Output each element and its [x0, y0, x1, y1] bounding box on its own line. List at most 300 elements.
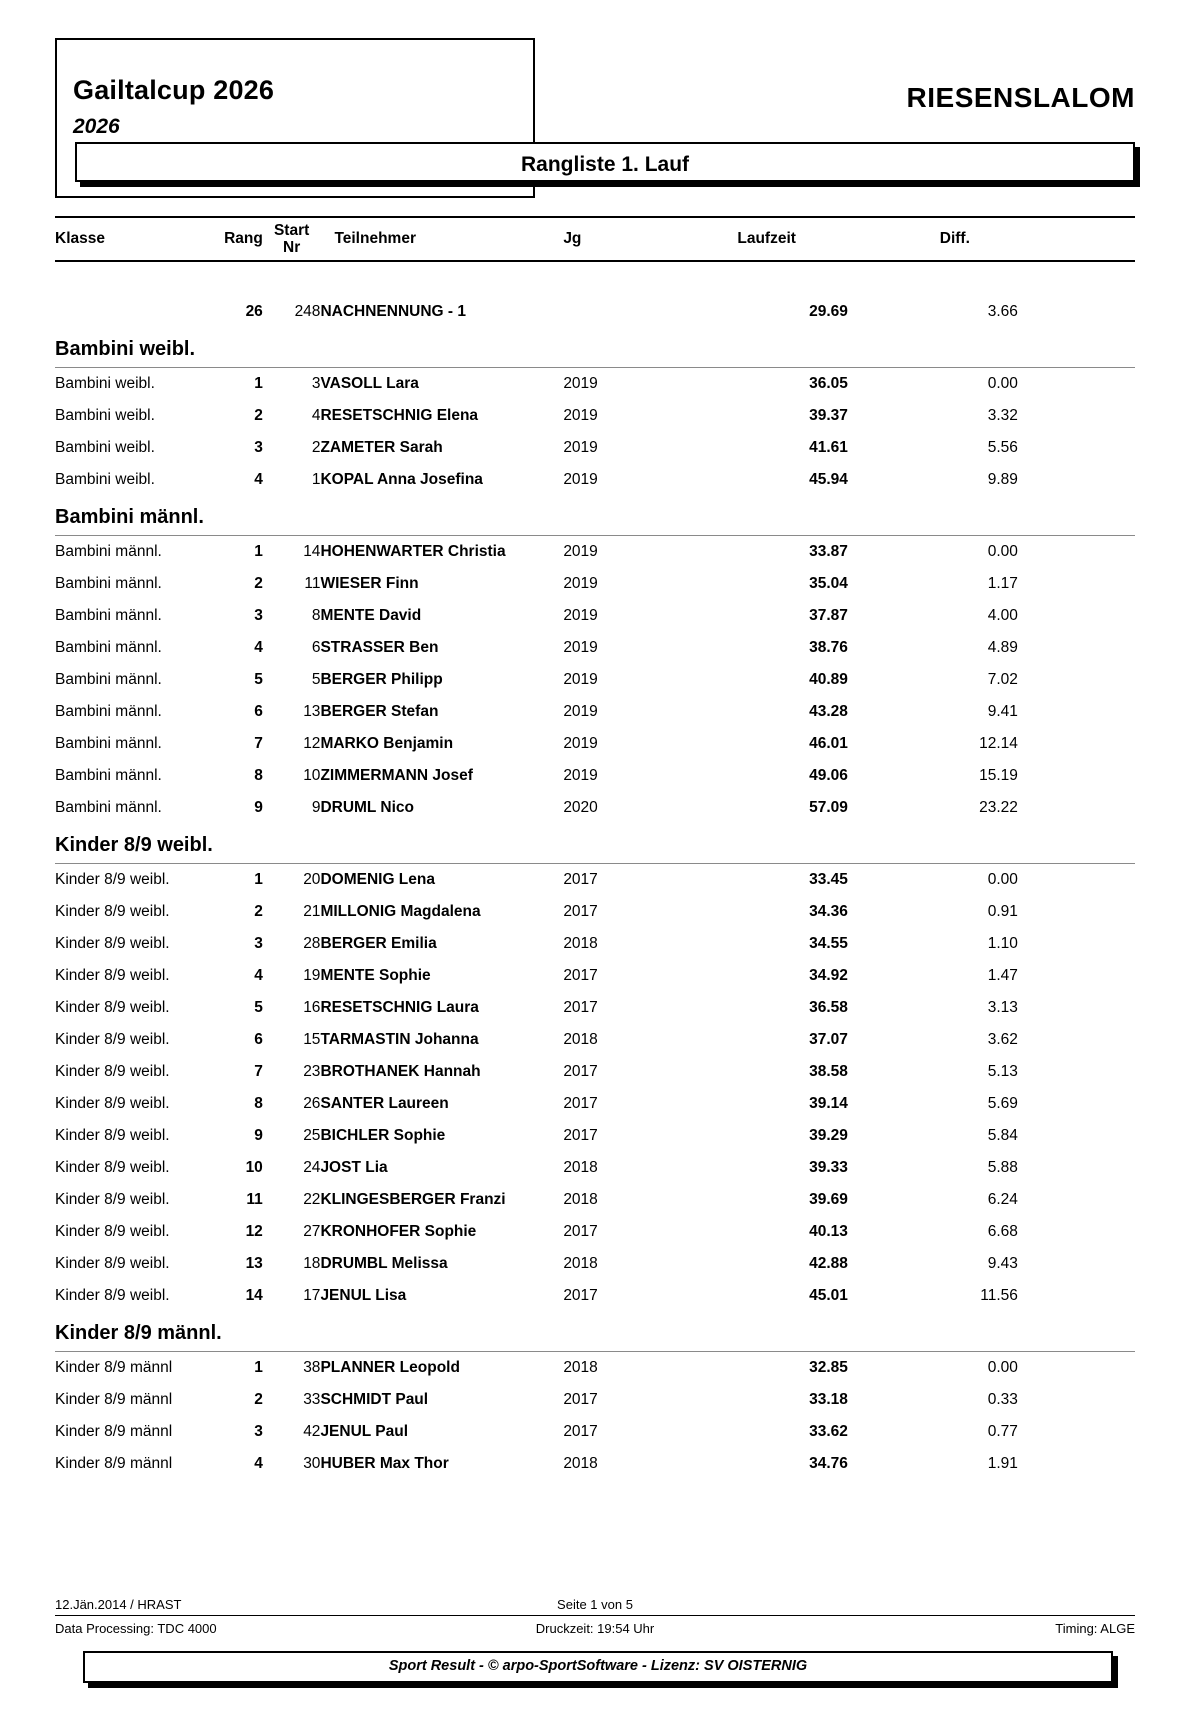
- cell-startnr: 21: [303, 903, 321, 920]
- cell-jg: 2017: [563, 1287, 598, 1304]
- cell-rang: 26: [245, 303, 263, 320]
- cell-teilnehmer: BERGER Emilia: [320, 935, 437, 952]
- group-header-row: [55, 1312, 1135, 1352]
- cell-rang: 7: [254, 735, 263, 752]
- table-head: [55, 217, 1135, 262]
- cell-diff: 6.68: [987, 1223, 1018, 1240]
- cell-rang: 1: [254, 1359, 263, 1376]
- table-row: [55, 992, 1135, 1024]
- top-spacer-row: [55, 262, 1135, 296]
- cell-laufzeit: 45.94: [809, 471, 848, 488]
- cell-teilnehmer: MARKO Benjamin: [320, 735, 454, 752]
- cell-laufzeit: 39.29: [809, 1127, 848, 1144]
- cell-teilnehmer: PLANNER Leopold: [320, 1359, 460, 1376]
- cell-jg: 2017: [563, 1423, 598, 1440]
- cell-jg: 2018: [563, 935, 598, 952]
- cell-spacer: [1018, 1352, 1135, 1384]
- cell-teilnehmer: JENUL Lisa: [320, 1287, 407, 1304]
- cell-laufzeit: 43.28: [809, 703, 848, 720]
- cell-diff: 9.43: [987, 1255, 1018, 1272]
- cell-laufzeit: 32.85: [809, 1359, 848, 1376]
- cell-jg: 2019: [563, 735, 598, 752]
- cell-klasse: Kinder 8/9 weibl.: [55, 999, 170, 1016]
- cell-rang: 1: [254, 871, 263, 888]
- cell-rang: 2: [254, 1391, 263, 1408]
- cell-spacer: [1018, 792, 1135, 824]
- cell-laufzeit: 36.05: [809, 375, 848, 392]
- cell-rang: 3: [254, 439, 263, 456]
- cell-rang: 3: [254, 1423, 263, 1440]
- table-row: [55, 296, 1135, 328]
- cell-startnr: 3: [311, 375, 321, 392]
- event-title: Gailtalcup 2026: [73, 75, 275, 105]
- table-body: [55, 262, 1135, 1480]
- cell-laufzeit: 33.62: [809, 1423, 848, 1440]
- cell-startnr: 8: [311, 607, 321, 624]
- cell-diff: 0.33: [987, 1391, 1018, 1408]
- cell-rang: 14: [245, 1287, 263, 1304]
- th-laufzeit: Laufzeit: [737, 230, 796, 247]
- table-row: [55, 1384, 1135, 1416]
- table-row: [55, 632, 1135, 664]
- table-row: [55, 864, 1135, 896]
- results-table-container: [55, 216, 1135, 1480]
- cell-jg: 2017: [563, 1223, 598, 1240]
- cell-teilnehmer: KLINGESBERGER Franzi: [320, 1191, 506, 1208]
- group-header-row: [55, 328, 1135, 368]
- cell-startnr: 16: [303, 999, 321, 1016]
- cell-spacer: [1018, 1280, 1135, 1312]
- cell-klasse: Kinder 8/9 weibl.: [55, 1255, 170, 1272]
- cell-teilnehmer: KRONHOFER Sophie: [320, 1223, 477, 1240]
- cell-klasse: Bambini weibl.: [55, 471, 155, 488]
- cell-laufzeit: 38.76: [809, 639, 848, 656]
- software-banner-label: Sport Result - © arpo-SportSoftware - Lizenz: SV OISTERNIG: [388, 1658, 808, 1674]
- cell-laufzeit: 41.61: [809, 439, 848, 456]
- cell-spacer: [1018, 664, 1135, 696]
- cell-klasse: Kinder 8/9 weibl.: [55, 1159, 170, 1176]
- cell-jg: 2019: [563, 671, 598, 688]
- cell-jg: 2018: [563, 1455, 598, 1472]
- cell-startnr: 14: [303, 543, 321, 560]
- cell-teilnehmer: WIESER Finn: [320, 575, 419, 592]
- cell-rang: 7: [254, 1063, 263, 1080]
- cell-diff: 3.32: [987, 407, 1018, 424]
- cell-laufzeit: 29.69: [809, 303, 848, 320]
- cell-rang: 9: [254, 799, 263, 816]
- cell-laufzeit: 34.55: [809, 935, 848, 952]
- table-row: [55, 1024, 1135, 1056]
- footer-data-processing: Data Processing: TDC 4000: [55, 1621, 217, 1636]
- cell-teilnehmer: SCHMIDT Paul: [320, 1391, 429, 1408]
- cell-startnr: 23: [303, 1063, 321, 1080]
- cell-rang: 10: [245, 1159, 263, 1176]
- cell-startnr: 18: [303, 1255, 321, 1272]
- cell-klasse: Bambini männl.: [55, 735, 162, 752]
- cell-klasse: Bambini weibl.: [55, 407, 155, 424]
- cell-diff: 3.66: [987, 303, 1018, 320]
- event-subtitle: 2026: [73, 115, 120, 138]
- cell-rang: 1: [254, 543, 263, 560]
- cell-klasse: Bambini männl.: [55, 703, 162, 720]
- cell-klasse: Bambini männl.: [55, 639, 162, 656]
- cell-teilnehmer: HOHENWARTER Christia: [320, 543, 506, 560]
- th-startnr-line1: Start: [273, 221, 310, 239]
- table-row: [55, 1120, 1135, 1152]
- cell-spacer: [1018, 432, 1135, 464]
- table-row: [55, 664, 1135, 696]
- cell-laufzeit: 40.13: [809, 1223, 848, 1240]
- cell-jg: 2018: [563, 1031, 598, 1048]
- run-banner: [75, 142, 1135, 182]
- cell-jg: 2017: [563, 1391, 598, 1408]
- cell-diff: 1.91: [987, 1455, 1018, 1472]
- cell-startnr: 6: [311, 639, 321, 656]
- cell-jg: 2019: [563, 471, 598, 488]
- cell-rang: 6: [254, 1031, 263, 1048]
- cell-teilnehmer: KOPAL Anna Josefina: [320, 471, 483, 488]
- header-row: [55, 218, 1135, 261]
- cell-diff: 0.77: [987, 1423, 1018, 1440]
- cell-teilnehmer: MILLONIG Magdalena: [320, 903, 481, 920]
- th-klasse: Klasse: [55, 230, 105, 247]
- cell-laufzeit: 57.09: [809, 799, 848, 816]
- results-table: [55, 216, 1135, 1480]
- cell-klasse: Kinder 8/9 weibl.: [55, 1095, 170, 1112]
- cell-klasse: Kinder 8/9 weibl.: [55, 903, 170, 920]
- cell-jg: [563, 296, 661, 328]
- table-row: [55, 1184, 1135, 1216]
- cell-diff: 5.84: [987, 1127, 1018, 1144]
- table-row: [55, 464, 1135, 496]
- cell-spacer: [1018, 1152, 1135, 1184]
- cell-jg: 2019: [563, 607, 598, 624]
- cell-jg: 2020: [563, 799, 598, 816]
- table-row: [55, 896, 1135, 928]
- footer-print-time: Druckzeit: 19:54 Uhr: [535, 1621, 655, 1636]
- cell-spacer: [1018, 760, 1135, 792]
- footer-page-info: Seite 1 von 5: [557, 1597, 633, 1612]
- cell-jg: 2019: [563, 639, 598, 656]
- cell-diff: 6.24: [987, 1191, 1018, 1208]
- table-row: [55, 728, 1135, 760]
- cell-klasse: Bambini männl.: [55, 767, 162, 784]
- cell-klasse: Bambini männl.: [55, 607, 162, 624]
- cell-startnr: 10: [303, 767, 321, 784]
- cell-jg: 2019: [563, 375, 598, 392]
- cell-startnr: 42: [303, 1423, 321, 1440]
- cell-klasse: Bambini männl.: [55, 575, 162, 592]
- cell-laufzeit: 33.18: [809, 1391, 848, 1408]
- group-title-cell: [55, 824, 1135, 864]
- cell-rang: 4: [254, 967, 263, 984]
- footer-date-operator: 12.Jän.2014 / HRAST: [55, 1597, 182, 1612]
- th-rang: Rang: [224, 230, 263, 247]
- cell-laufzeit: 42.88: [809, 1255, 848, 1272]
- cell-teilnehmer: STRASSER Ben: [320, 639, 439, 656]
- table-row: [55, 1352, 1135, 1384]
- cell-klasse: Bambini weibl.: [55, 439, 155, 456]
- table-row: [55, 1056, 1135, 1088]
- cell-startnr: 38: [303, 1359, 321, 1376]
- cell-startnr: 1: [311, 471, 321, 488]
- table-row: [55, 1216, 1135, 1248]
- cell-rang: 13: [245, 1255, 263, 1272]
- cell-jg: 2017: [563, 1127, 598, 1144]
- cell-spacer: [1018, 1448, 1135, 1480]
- cell-startnr: 28: [303, 935, 321, 952]
- cell-spacer: [1018, 1248, 1135, 1280]
- cell-laufzeit: 34.92: [809, 967, 848, 984]
- cell-startnr: 24: [303, 1159, 321, 1176]
- cell-spacer: [1018, 368, 1135, 400]
- cell-laufzeit: 39.37: [809, 407, 848, 424]
- cell-diff: 0.00: [987, 543, 1018, 560]
- table-row: [55, 1088, 1135, 1120]
- cell-teilnehmer: NACHNENNUNG - 1: [320, 303, 466, 320]
- table-row: [55, 568, 1135, 600]
- cell-laufzeit: 40.89: [809, 671, 848, 688]
- cell-rang: 8: [254, 767, 263, 784]
- cell-klasse: Kinder 8/9 männl: [55, 1455, 173, 1472]
- cell-laufzeit: 45.01: [809, 1287, 848, 1304]
- cell-startnr: 22: [303, 1191, 321, 1208]
- cell-spacer: [1018, 1056, 1135, 1088]
- cell-klasse: Kinder 8/9 männl: [55, 1359, 173, 1376]
- cell-diff: 0.00: [987, 375, 1018, 392]
- cell-diff: 9.89: [987, 471, 1018, 488]
- cell-teilnehmer: TARMASTIN Johanna: [320, 1031, 479, 1048]
- group-title: Kinder 8/9 männl.: [55, 1322, 222, 1344]
- cell-rang: 4: [254, 639, 263, 656]
- cell-teilnehmer: BICHLER Sophie: [320, 1127, 446, 1144]
- cell-teilnehmer: BROTHANEK Hannah: [320, 1063, 481, 1080]
- page-header: [55, 38, 1135, 198]
- footer-line-two: [55, 1615, 1135, 1641]
- cell-spacer: [1018, 1120, 1135, 1152]
- cell-rang: 2: [254, 903, 263, 920]
- table-row: [55, 1280, 1135, 1312]
- cell-laufzeit: 34.76: [809, 1455, 848, 1472]
- cell-rang: 1: [254, 375, 263, 392]
- cell-jg: 2017: [563, 999, 598, 1016]
- cell-klasse: Kinder 8/9 männl: [55, 1391, 173, 1408]
- table-row: [55, 400, 1135, 432]
- th-teilnehmer: Teilnehmer: [334, 230, 416, 247]
- cell-laufzeit: 39.33: [809, 1159, 848, 1176]
- cell-rang: 8: [254, 1095, 263, 1112]
- cell-klasse: Bambini männl.: [55, 671, 162, 688]
- cell-teilnehmer: BERGER Stefan: [320, 703, 439, 720]
- cell-klasse: Kinder 8/9 weibl.: [55, 1287, 170, 1304]
- run-banner-label: Rangliste 1. Lauf: [520, 153, 690, 176]
- cell-jg: 2018: [563, 1359, 598, 1376]
- th-spacer: [1018, 218, 1135, 261]
- cell-rang: 4: [254, 1455, 263, 1472]
- cell-jg: 2019: [563, 575, 598, 592]
- cell-klasse: Kinder 8/9 männl: [55, 1423, 173, 1440]
- cell-spacer: [1018, 960, 1135, 992]
- cell-teilnehmer: DRUMBL Melissa: [320, 1255, 448, 1272]
- cell-teilnehmer: ZAMETER Sarah: [320, 439, 443, 456]
- cell-spacer: [1018, 696, 1135, 728]
- cell-teilnehmer: DRUML Nico: [320, 799, 415, 816]
- cell-diff: 0.91: [987, 903, 1018, 920]
- cell-diff: 23.22: [979, 799, 1018, 816]
- cell-diff: 5.13: [987, 1063, 1018, 1080]
- cell-startnr: 5: [311, 671, 321, 688]
- cell-diff: 4.89: [987, 639, 1018, 656]
- cell-spacer: [1018, 1088, 1135, 1120]
- cell-rang: 9: [254, 1127, 263, 1144]
- group-title-cell: [55, 328, 1135, 368]
- cell-teilnehmer: JENUL Paul: [320, 1423, 409, 1440]
- cell-startnr: 20: [303, 871, 321, 888]
- table-row: [55, 960, 1135, 992]
- table-row: [55, 432, 1135, 464]
- cell-laufzeit: 39.69: [809, 1191, 848, 1208]
- cell-startnr: 25: [303, 1127, 321, 1144]
- cell-spacer: [1018, 400, 1135, 432]
- cell-spacer: [1018, 896, 1135, 928]
- cell-diff: 1.17: [987, 575, 1018, 592]
- cell-spacer: [1018, 464, 1135, 496]
- cell-rang: 12: [245, 1223, 263, 1240]
- cell-klasse: Kinder 8/9 weibl.: [55, 871, 170, 888]
- cell-teilnehmer: JOST Lia: [320, 1159, 388, 1176]
- cell-spacer: [1018, 728, 1135, 760]
- cell-diff: 0.00: [987, 871, 1018, 888]
- cell-rang: 5: [254, 999, 263, 1016]
- table-row: [55, 600, 1135, 632]
- cell-jg: 2019: [563, 767, 598, 784]
- table-row: [55, 792, 1135, 824]
- cell-diff: 11.56: [980, 1287, 1018, 1304]
- group-header-row: [55, 496, 1135, 536]
- cell-diff: 5.56: [987, 439, 1018, 456]
- table-row: [55, 760, 1135, 792]
- cell-jg: 2019: [563, 439, 598, 456]
- cell-startnr: 248: [294, 303, 321, 320]
- group-title: Kinder 8/9 weibl.: [55, 834, 213, 856]
- cell-diff: 3.13: [987, 999, 1018, 1016]
- footer-line-one: [55, 1595, 1135, 1615]
- cell-rang: 2: [254, 407, 263, 424]
- cell-jg: 2018: [563, 1191, 598, 1208]
- discipline-title: RIESENSLALOM: [906, 82, 1135, 113]
- cell-spacer: [1018, 568, 1135, 600]
- table-row: [55, 536, 1135, 568]
- cell-spacer: [1018, 1384, 1135, 1416]
- cell-teilnehmer: DOMENIG Lena: [320, 871, 435, 888]
- cell-rang: 3: [254, 607, 263, 624]
- cell-startnr: 15: [303, 1031, 321, 1048]
- cell-diff: 7.02: [987, 671, 1018, 688]
- cell-laufzeit: 37.07: [809, 1031, 848, 1048]
- table-row: [55, 696, 1135, 728]
- cell-jg: 2018: [563, 1159, 598, 1176]
- cell-startnr: 9: [311, 799, 321, 816]
- cell-startnr: 26: [303, 1095, 321, 1112]
- cell-klasse: Kinder 8/9 weibl.: [55, 1031, 170, 1048]
- cell-klasse: Bambini männl.: [55, 799, 162, 816]
- footer-timing: Timing: ALGE: [1055, 1621, 1135, 1636]
- cell-teilnehmer: RESETSCHNIG Laura: [320, 999, 479, 1016]
- cell-startnr: 27: [303, 1223, 321, 1240]
- cell-rang: 11: [246, 1191, 263, 1208]
- cell-jg: 2017: [563, 967, 598, 984]
- table-row: [55, 928, 1135, 960]
- cell-rang: 3: [254, 935, 263, 952]
- group-title: Bambini männl.: [55, 506, 204, 528]
- table-row: [55, 1416, 1135, 1448]
- table-row: [55, 368, 1135, 400]
- cell-startnr: 2: [311, 439, 321, 456]
- cell-spacer: [1018, 864, 1135, 896]
- cell-startnr: 13: [303, 703, 321, 720]
- cell-spacer: [1018, 928, 1135, 960]
- cell-spacer: [1018, 1216, 1135, 1248]
- cell-teilnehmer: MENTE David: [320, 607, 422, 624]
- cell-jg: 2019: [563, 407, 598, 424]
- cell-klasse: Bambini männl.: [55, 543, 162, 560]
- cell-jg: 2017: [563, 903, 598, 920]
- cell-spacer: [1018, 632, 1135, 664]
- cell-klasse: Kinder 8/9 weibl.: [55, 1223, 170, 1240]
- table-row: [55, 1152, 1135, 1184]
- cell-diff: 3.62: [987, 1031, 1018, 1048]
- cell-teilnehmer: RESETSCHNIG Elena: [320, 407, 479, 424]
- cell-klasse: Kinder 8/9 weibl.: [55, 1063, 170, 1080]
- cell-laufzeit: 34.36: [809, 903, 848, 920]
- cell-laufzeit: 33.87: [809, 543, 848, 560]
- group-title: Bambini weibl.: [55, 338, 196, 360]
- cell-teilnehmer: SANTER Laureen: [320, 1095, 449, 1112]
- cell-klasse: Kinder 8/9 weibl.: [55, 967, 170, 984]
- cell-klasse: Bambini weibl.: [55, 375, 155, 392]
- cell-spacer: [1018, 1184, 1135, 1216]
- results-page: [0, 38, 1190, 1721]
- cell-diff: 5.69: [987, 1095, 1018, 1112]
- page-footer: [55, 1595, 1135, 1683]
- cell-teilnehmer: HUBER Max Thor: [320, 1455, 449, 1472]
- cell-jg: 2018: [563, 1255, 598, 1272]
- cell-diff: 9.41: [987, 703, 1018, 720]
- cell-laufzeit: 37.87: [809, 607, 848, 624]
- cell-laufzeit: 33.45: [809, 871, 848, 888]
- group-title-cell: [55, 496, 1135, 536]
- cell-laufzeit: 35.04: [809, 575, 848, 592]
- cell-startnr: 12: [303, 735, 321, 752]
- cell-diff: 12.14: [979, 735, 1018, 752]
- cell-spacer: [1018, 992, 1135, 1024]
- cell-spacer: [1018, 1416, 1135, 1448]
- cell-jg: 2019: [563, 543, 598, 560]
- cell-spacer: [1018, 1024, 1135, 1056]
- cell-diff: 0.00: [987, 1359, 1018, 1376]
- cell-jg: 2017: [563, 1063, 598, 1080]
- cell-diff: 1.47: [987, 967, 1018, 984]
- cell-klasse: Kinder 8/9 weibl.: [55, 1127, 170, 1144]
- cell-laufzeit: 36.58: [809, 999, 848, 1016]
- group-header-row: [55, 824, 1135, 864]
- cell-teilnehmer: VASOLL Lara: [320, 375, 419, 392]
- cell-rang: 4: [254, 471, 263, 488]
- cell-startnr: 30: [303, 1455, 321, 1472]
- th-startnr-line2: Nr: [283, 239, 301, 256]
- table-row: [55, 1448, 1135, 1480]
- cell-klasse: Kinder 8/9 weibl.: [55, 935, 170, 952]
